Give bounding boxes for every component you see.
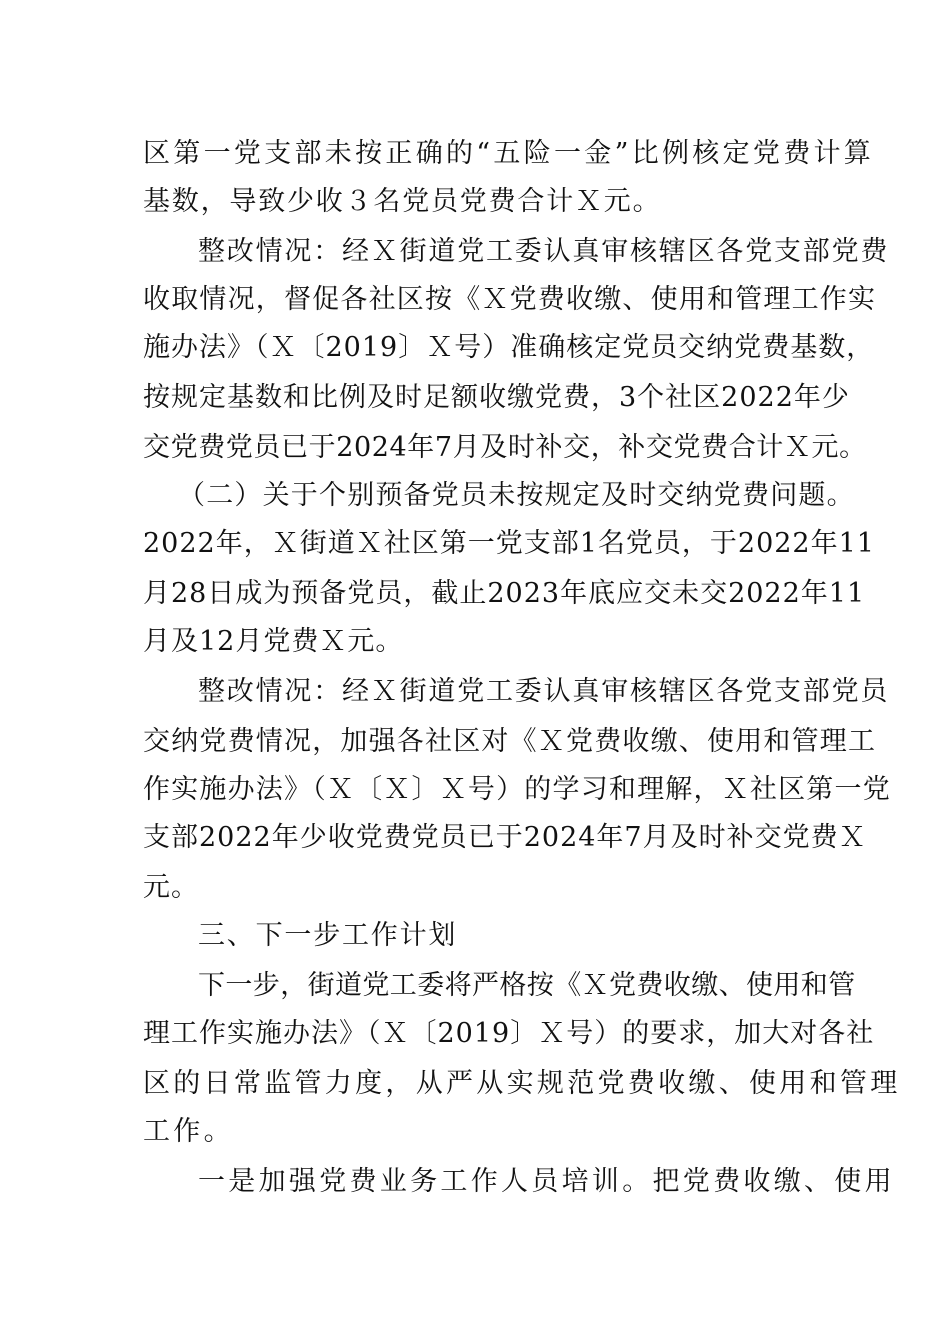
text-line: 作实施办法》（Ｘ〔Ｘ〕Ｘ号）的学习和理解，Ｘ社区第一党 [143,774,891,805]
text-line: 2022年，Ｘ街道Ｘ社区第一党支部1名党员，于2022年11 [143,528,875,559]
text-line: 区第一党支部未按正确的“五险一金”比例核定党费计算 [143,138,875,169]
text-line: 基数，导致少收３名党员党费合计Ｘ元。 [143,186,662,217]
text-line: 收取情况，督促各社区按《Ｘ党费收缴、使用和管理工作实 [143,284,877,315]
text-line: 工作。 [143,1116,234,1147]
text-line: 支部2022年少收党费党员已于2024年7月及时补交党费Ｘ [143,822,867,853]
text-line: 区的日常监管力度，从严从实规范党费收缴、使用和管理 [143,1068,901,1099]
text-line: 月及12月党费Ｘ元。 [143,626,404,657]
text-line: 月28日成为预备党员，截止2023年底应交未交2022年11 [143,578,866,609]
text-line: 施办法》（Ｘ〔2019〕Ｘ号）准确核定党员交纳党费基数， [143,332,875,363]
text-line: 一是加强党费业务工作人员培训。把党费收缴、使用 [198,1166,895,1197]
text-line: 下一步，街道党工委将严格按《Ｘ党费收缴、使用和管 [198,970,856,1001]
text-line: 理工作实施办法》（Ｘ〔2019〕Ｘ号）的要求，加大对各社 [143,1018,875,1049]
text-line: 整改情况：经Ｘ街道党工委认真审核辖区各党支部党员 [198,676,890,707]
text-line: 交党费党员已于2024年7月及时补交，补交党费合计Ｘ元。 [143,432,867,463]
section-heading: 三、下一步工作计划 [198,920,458,951]
text-line: 整改情况：经Ｘ街道党工委认真审核辖区各党支部党费 [198,236,890,267]
text-line: 元。 [143,872,199,903]
text-line: 按规定基数和比例及时足额收缴党费，3个社区2022年少 [143,382,850,413]
text-line: （二）关于个别预备党员未按规定及时交纳党费问题。 [178,480,855,511]
text-line: 交纳党费情况，加强各社区对《Ｘ党费收缴、使用和管理工 [143,726,877,757]
